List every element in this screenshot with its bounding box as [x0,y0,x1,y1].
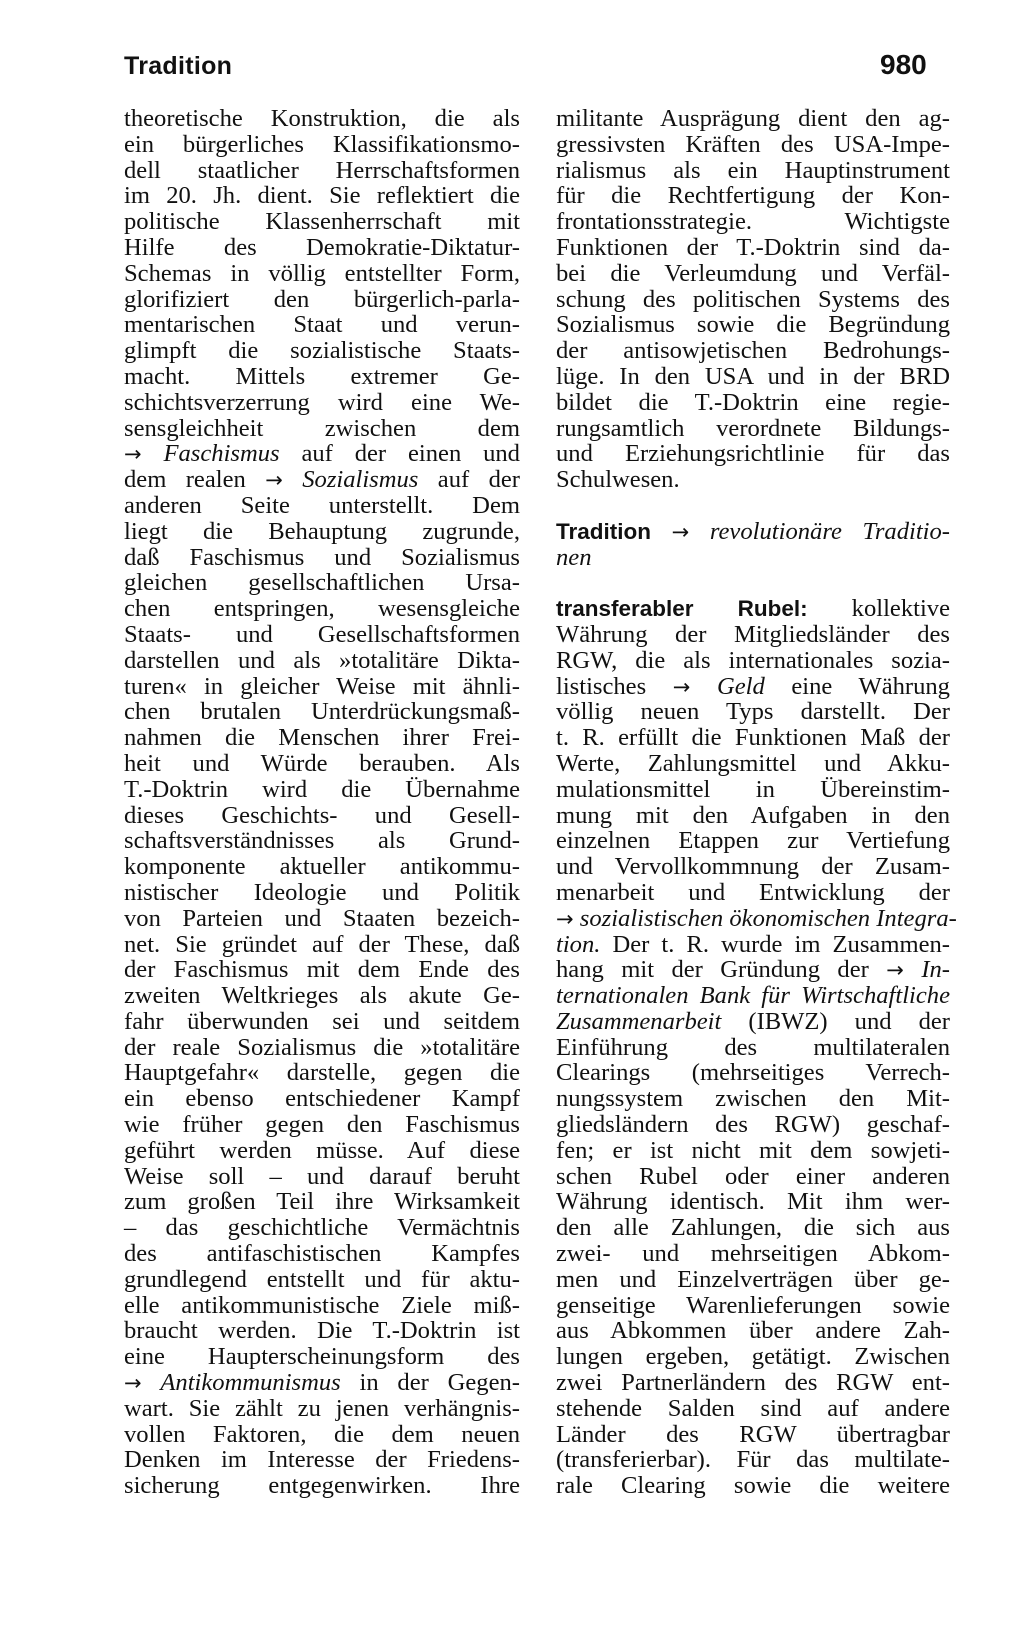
text-line: glorifiziert den bürgerlich-parla- [124,285,520,313]
text-line: Einführung des multilateralen [556,1033,950,1061]
text-line: schaftsverständnisses als Grund- [124,827,520,855]
entry-rubel-body [556,620,957,1500]
text-line: rale Clearing sowie die weitere [556,1472,950,1500]
text-line: für die Rechtfertigung der Kon- [556,182,950,210]
text-line: fen; er ist nicht mit dem sowjeti- [556,1136,950,1164]
text-line: wie früher gegen den Faschismus [124,1111,520,1139]
text-line: völlig neuen Typs darstellt. Der [556,698,950,726]
text-line: anderen Seite unterstellt. Dem [124,491,520,519]
text-line: Werte, Zahlungsmittel und Akku- [556,749,950,777]
text-line: den alle Zahlungen, die sich aus [556,1214,950,1242]
text-line: zweiten Weltkrieges als akute Ge- [124,982,520,1010]
text-line: liegt die Behauptung zugrunde, [124,517,520,545]
text-line: braucht werden. Die T.-Doktrin ist [124,1317,520,1345]
text-line: gleichen gesellschaftlichen Ursa- [124,569,520,597]
text-line: bildet die T.-Doktrin eine regie- [556,388,950,416]
text-line: rialismus als ein Hauptinstrument [556,156,950,184]
text-line: → Faschismus auf der einen und [124,440,520,468]
text-line: fahr überwunden sei und seitdem [124,1007,520,1035]
text-line: ein bürgerliches Klassifikationsmo- [124,130,520,158]
text-line: sicherung entgegenwirken. Ihre [124,1472,520,1500]
text-line: chen brutalen Unterdrückungsmaß- [124,698,520,726]
right-column [556,105,957,1500]
text-line: (transferierbar). Für das multilate- [556,1446,950,1474]
cross-reference-link[interactable]: revolutionäre Traditio- [709,517,950,545]
text-line: mulationsmittel in Übereinstim- [556,775,950,803]
text-line: grundlegend entstellt und für aktu- [124,1265,520,1293]
entry-headword: Tradition [556,518,651,544]
text-line: sensgleichheit zwischen dem [124,414,520,442]
text-line: der antisowjetischen Bedrohungs- [556,337,950,365]
entry-tradition [556,519,950,571]
text-line: frontationsstrategie. Wichtigste [556,208,950,236]
text-line: mentarischen Staat und verun- [124,311,520,339]
left-column [124,106,520,1499]
text-line: mung mit den Aufgaben in den [556,801,950,829]
text-line: vollen Faktoren, die dem neuen [124,1420,520,1448]
text-line: stehende Salden sind auf andere [556,1394,950,1422]
text-line: schung des politischen Systems des [556,285,950,313]
text-line: Hauptgefahr« darstelle, gegen die [124,1059,520,1087]
text-line: Zusammenarbeit (IBWZ) und der [556,1007,950,1035]
text-line: Währung der Mitgliedsländer des [556,620,950,648]
entry-definition-start: kollektive [851,595,950,623]
text-line: nungssystem zwischen den Mit- [556,1085,950,1113]
cross-reference-link-end[interactable]: nen [556,543,592,571]
text-line: schichtsverzerrung wird eine We- [124,388,520,416]
text-line: gressivsten Kräften des USA-Impe- [556,130,950,158]
text-line: nahmen die Menschen ihrer Frei- [124,724,520,752]
cross-reference-arrow: → [671,519,690,544]
text-line: Länder des RGW übertragbar [556,1420,950,1448]
text-line: lungen ergeben, getätigt. Zwischen [556,1343,950,1371]
page-number: 980 [880,49,927,80]
text-line: militante Ausprägung dient den ag- [556,105,950,132]
text-line: bei die Verleumdung und Verfäl- [556,259,950,287]
text-line: Hilfe des Demokratie-Diktatur- [124,233,520,261]
text-line: und Erziehungsrichtlinie für das [556,440,950,468]
text-line: Funktionen der T.-Doktrin sind da- [556,233,950,261]
text-line: darstellen und als »totalitäre Dikta- [124,646,520,674]
text-line: Sozialismus sowie die Begründung [556,311,950,339]
text-line: turen« in gleicher Weise mit ähnli- [124,672,520,700]
text-line: Weise soll – und darauf beruht [124,1162,520,1190]
text-line: zwei Partnerländern des RGW ent- [556,1369,950,1397]
text-line: RGW, die als internationales sozia- [556,646,950,674]
text-line: Schulwesen. [556,466,680,494]
text-line: ein ebenso entschiedener Kampf [124,1085,520,1113]
text-line: macht. Mittels extremer Ge- [124,362,520,390]
text-line: theoretische Konstruktion, die als [124,105,520,132]
entry-gap [556,493,950,519]
text-line: einzelnen Etappen zur Vertiefung [556,827,950,855]
text-line: men und Einzelverträgen über ge- [556,1265,950,1293]
text-line: Währung identisch. Mit ihm wer- [556,1188,950,1216]
text-line: glimpft die sozialistische Staats- [124,337,520,365]
text-line: → sozialistischen ökonomischen Integra- [556,904,957,932]
text-line: heit und Würde berauben. Als [124,749,520,777]
text-line: der reale Sozialismus die »totalitäre [124,1033,520,1061]
text-line: elle antikommunistische Ziele miß- [124,1291,520,1319]
text-line: lüge. In den USA und in der BRD [556,362,950,390]
text-line: wart. Sie zählt zu jenen verhängnis- [124,1394,520,1422]
text-line: dem realen → Sozialismus auf der [124,466,520,494]
entry-rubel-first-line [556,596,950,622]
text-line: zum großen Teil ihre Wirksamkeit [124,1188,520,1216]
text-line: und Vervollkommnung der Zusam- [556,853,950,881]
text-line: Staats- und Gesellschaftsformen [124,620,520,648]
text-line: net. Sie gründet auf der These, daß [124,930,520,958]
entry-continuation [556,106,950,493]
text-line: des antifaschistischen Kampfes [124,1240,520,1268]
entry-headword: transferabler Rubel: [556,596,808,622]
text-line: Denken im Interesse der Friedens- [124,1446,520,1474]
text-line: dell staatlicher Herrschaftsformen [124,156,520,184]
text-line: listisches → Geld eine Währung [556,672,950,700]
text-line: eine Haupterscheinungsform des [124,1343,520,1371]
text-line: dieses Geschichts- und Gesell- [124,801,520,829]
text-line: tion. Der t. R. wurde im Zusammen- [556,930,950,958]
text-line: daß Faschismus und Sozialismus [124,543,520,571]
text-line: komponente aktueller antikommu- [124,853,520,881]
text-line: t. R. erfüllt die Funktionen Maß der [556,724,950,752]
text-line: geführt werden müsse. Auf diese [124,1136,520,1164]
text-line: politische Klassenherrschaft mit [124,208,520,236]
text-line: Schemas in völlig entstellter Form, [124,259,520,287]
text-line: von Parteien und Staaten bezeich- [124,904,520,932]
text-line: menarbeit und Entwicklung der [556,878,950,906]
text-line: aus Abkommen über andere Zah- [556,1317,950,1345]
text-line: zwei- und mehrseitigen Abkom- [556,1240,950,1268]
text-line: – das geschichtliche Vermächtnis [124,1214,520,1242]
entry-gap [556,570,950,596]
text-line: hang mit der Gründung der → In- [556,956,950,984]
entry-tradition-line [556,519,950,545]
text-line: Clearings (mehrseitiges Verrech- [556,1059,950,1087]
text-line: im 20. Jh. dient. Sie reflektiert die [124,182,520,210]
entry-transferabler-rubel [556,595,957,1500]
text-line: gliedsländern des RGW) geschaf- [556,1111,950,1139]
text-line: nistischer Ideologie und Politik [124,878,520,906]
text-line: chen entspringen, wesensgleiche [124,595,520,623]
cross-reference-continuation [556,545,950,571]
running-head: Tradition [124,52,233,80]
text-line: genseitige Warenlieferungen sowie [556,1291,950,1319]
text-line: schen Rubel oder einer anderen [556,1162,950,1190]
text-line: ternationalen Bank für Wirtschaftliche [556,982,950,1010]
text-line: → Antikommunismus in der Gegen- [124,1369,520,1397]
text-line: rungsamtlich verordnete Bildungs- [556,414,950,442]
text-line: der Faschismus mit dem Ende des [124,956,520,984]
text-line: T.-Doktrin wird die Übernahme [124,775,520,803]
